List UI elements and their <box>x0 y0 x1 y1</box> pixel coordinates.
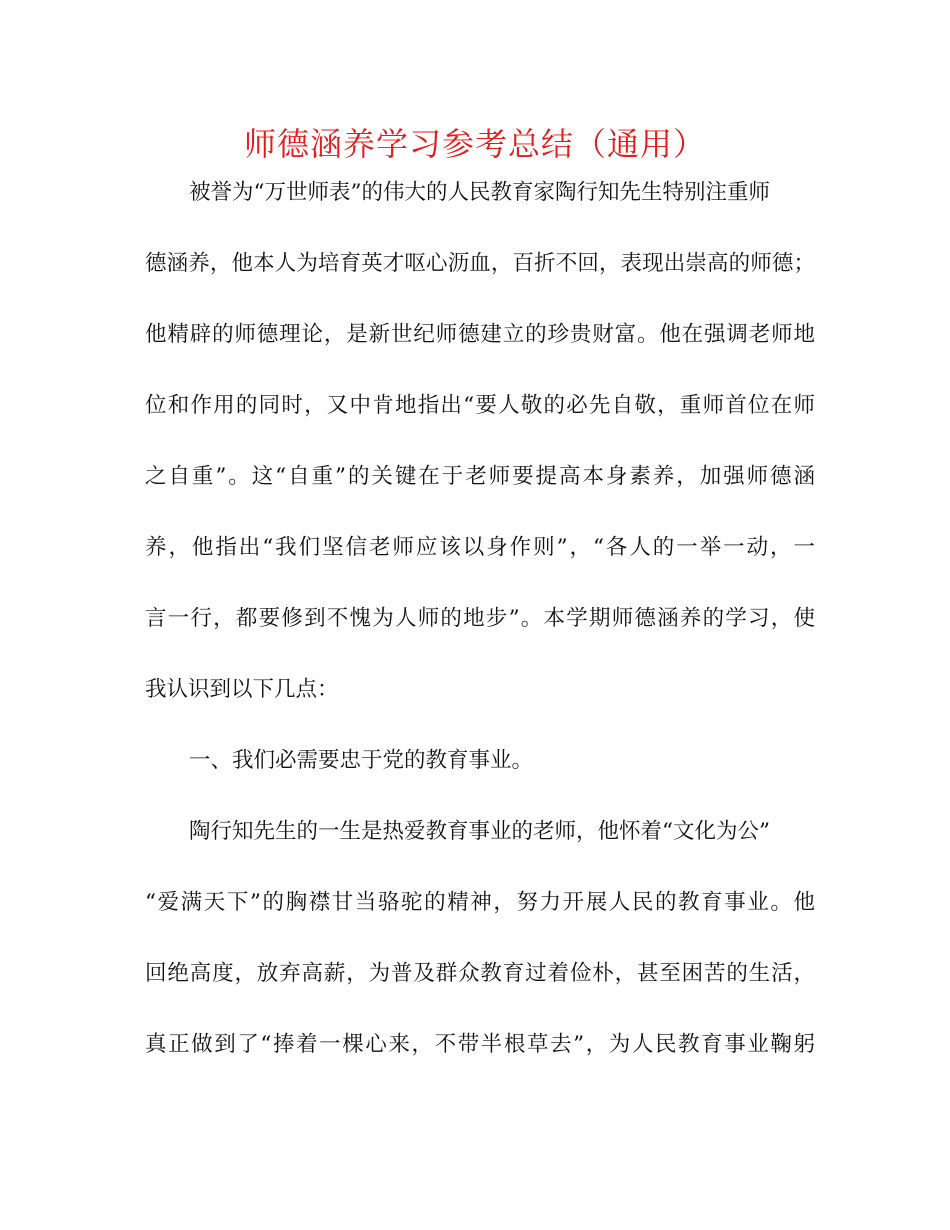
document-title: 师德涵养学习参考总结（通用） <box>243 125 706 163</box>
text-line: 陶行知先生的一生是热爱教育事业的老师，他怀着“文化为公” <box>189 819 770 844</box>
text-line: “爱满天下”的胸襟甘当骆驼的精神，努力开展人民的教育事业。他 <box>145 890 815 915</box>
text-line: 我认识到以下几点： <box>145 677 339 702</box>
text-line: 回绝高度，放弃高薪，为普及群众教育过着俭朴，甚至困苦的生活， <box>145 961 815 986</box>
section-heading: 一、我们必需要忠于党的教育事业。 <box>189 748 534 773</box>
text-line: 养，他指出“我们坚信老师应该以身作则”，“各人的一举一动，一 <box>145 535 815 560</box>
document-body <box>145 168 815 1091</box>
text-line: 位和作用的同时，又中肯地指出“要人敬的必先自敬，重师首位在师 <box>145 393 815 418</box>
text-line: 之自重”。这“自重”的关键在于老师要提高本身素养，加强师德涵 <box>145 464 815 489</box>
text-line: 被誉为“万世师表”的伟大的人民教育家陶行知先生特别注重师 <box>189 180 770 205</box>
text-line: 言一行，都要修到不愧为人师的地步”。本学期师德涵养的学习，使 <box>145 606 815 631</box>
text-line: 真正做到了“捧着一棵心来，不带半根草去”，为人民教育事业鞠躬 <box>145 1032 815 1057</box>
text-line: 他精辟的师德理论，是新世纪师德建立的珍贵财富。他在强调老师地 <box>145 322 815 347</box>
text-line: 德涵养，他本人为培育英才呕心沥血，百折不回，表现出崇高的师德； <box>145 251 815 276</box>
